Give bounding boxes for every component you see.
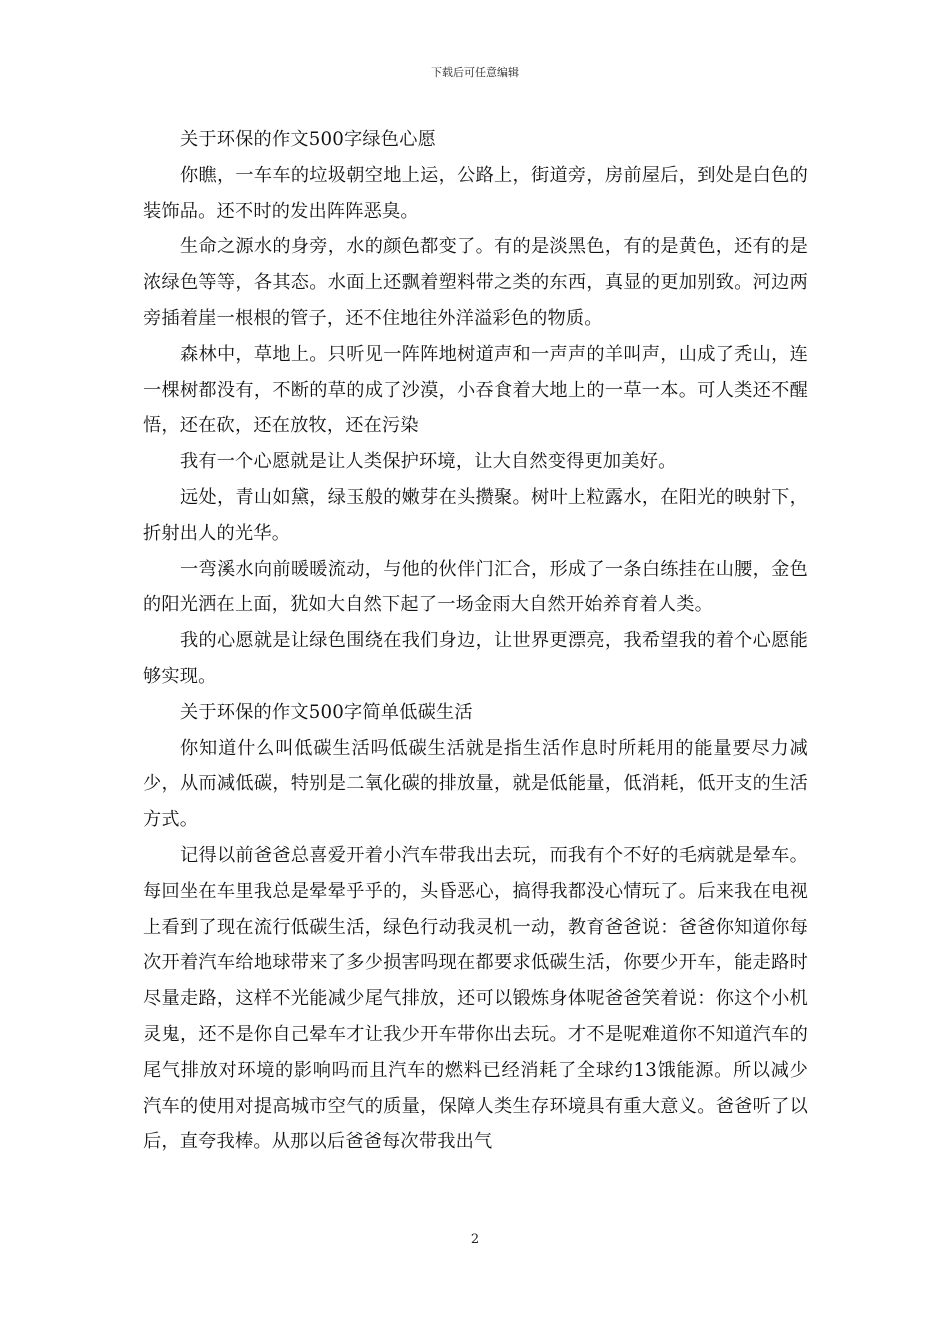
text-line: 河边两旁插着崖一根根的管子，还不住地往外洋溢彩色的物质。 xyxy=(143,272,808,329)
paragraph xyxy=(143,552,808,624)
text-line: 金色的阳光洒在上面，犹如大自然下起了一场金雨大自然开始养育着人类。 xyxy=(143,558,809,616)
paragraph xyxy=(143,158,808,230)
text-line: 少开车，能走路时尽量走路，这样不光能减少尾气排放，还可以锻炼身体呢爸 xyxy=(143,952,808,1010)
paragraph xyxy=(143,480,808,552)
paragraph xyxy=(143,838,808,1160)
text-line: 我在电视上看到了现在流行低碳生活，绿色行动我灵机一动，教育爸爸说：爸 xyxy=(143,880,808,938)
section-title-low-carbon xyxy=(143,695,808,731)
text-line: 你瞧，一车车的垃圾朝空地上运，公路上，街道旁，房前屋后，到处是白 xyxy=(180,164,772,186)
text-line: 森林中，草地上。只听见一阵阵地树道声和一声声的羊叫声，山成了秃山， xyxy=(180,343,790,365)
text-line: 色的装饰品。还不时的发出阵阵恶臭。 xyxy=(143,164,809,222)
paragraph xyxy=(143,444,808,480)
text-line: 生命之源水的身旁，水的颜色都变了。有的是淡黑色，有的是黄色，还有 xyxy=(180,236,772,258)
text-line: 关于环保的作文500字简单低碳生活 xyxy=(180,701,473,723)
text-line: 远处，青山如黛，绿玉般的嫩芽在头攒聚。树叶上粒露水，在阳光的映射 xyxy=(180,486,772,508)
text-line: 记得以前爸爸总喜爱开着小汽车带我出去玩，而我有个不好的毛病就是晕 xyxy=(180,844,772,866)
text-line: 关于环保的作文500字绿色心愿 xyxy=(180,129,436,150)
text-line: 存环境具有重大意义。爸爸听了以后，直夸我棒。从那以后爸爸每次带我出气 xyxy=(143,1095,808,1153)
text-line: 了全球约13饿能源。所以减少汽车的使用对提高城市空气的质量，保障人类生 xyxy=(143,1059,808,1117)
paragraph xyxy=(143,229,808,336)
text-line: 连一棵树都没有，不断的草的成了沙漠，小吞食着大地上的一草一本。可人类 xyxy=(143,343,808,401)
text-line: 下，折射出人的光华。 xyxy=(143,486,809,544)
text-line: 不是呢难道你不知道汽车的尾气排放对环境的影响吗而且汽车的燃料已经消耗 xyxy=(143,1023,808,1081)
text-line: 我有一个心愿就是让人类保护环境，让大自然变得更加美好。 xyxy=(180,451,677,473)
page-header: 下载后可任意编辑 xyxy=(431,66,519,79)
text-line: 爸笑着说：你这个小机灵鬼，还不是你自己晕车才让我少开车带你出去玩。才 xyxy=(143,988,808,1045)
section-title-green-wish xyxy=(143,122,808,158)
text-line: 车。每回坐在车里我总是晕晕乎乎的，头昏恶心，搞得我都没心情玩了。后来 xyxy=(143,844,809,902)
paragraph xyxy=(143,623,808,695)
text-line: 你知道什么叫低碳生活吗低碳生活就是指生活作息时所耗用的能量要尽力 xyxy=(180,737,790,759)
text-line: 减少，从而减低碳，特别是二氧化碳的排放量，就是低能量，低消耗，低开支 xyxy=(143,737,808,795)
text-line: 的是浓绿色等等，各其态。水面上还飘着塑料带之类的东西，真显的更加别致。 xyxy=(143,236,809,294)
text-line: 愿能够实现。 xyxy=(143,630,809,687)
page-number: 2 xyxy=(470,1232,480,1247)
text-line: 还不醒悟，还在砍，还在放牧，还在污染 xyxy=(143,379,808,437)
text-line: 爸你知道你每次开着汽车给地球带来了多少损害吗现在都要求低碳生活，你要 xyxy=(143,916,808,974)
paragraph xyxy=(143,731,808,838)
document-body xyxy=(143,122,808,1160)
paragraph xyxy=(143,337,808,444)
text-line: 的生活方式。 xyxy=(143,773,808,831)
text-line: 一弯溪水向前暖暖流动，与他的伙伴门汇合，形成了一条白练挂在山腰， xyxy=(180,558,772,580)
text-line: 我的心愿就是让绿色围绕在我们身边，让世界更漂亮，我希望我的着个心 xyxy=(180,630,772,652)
